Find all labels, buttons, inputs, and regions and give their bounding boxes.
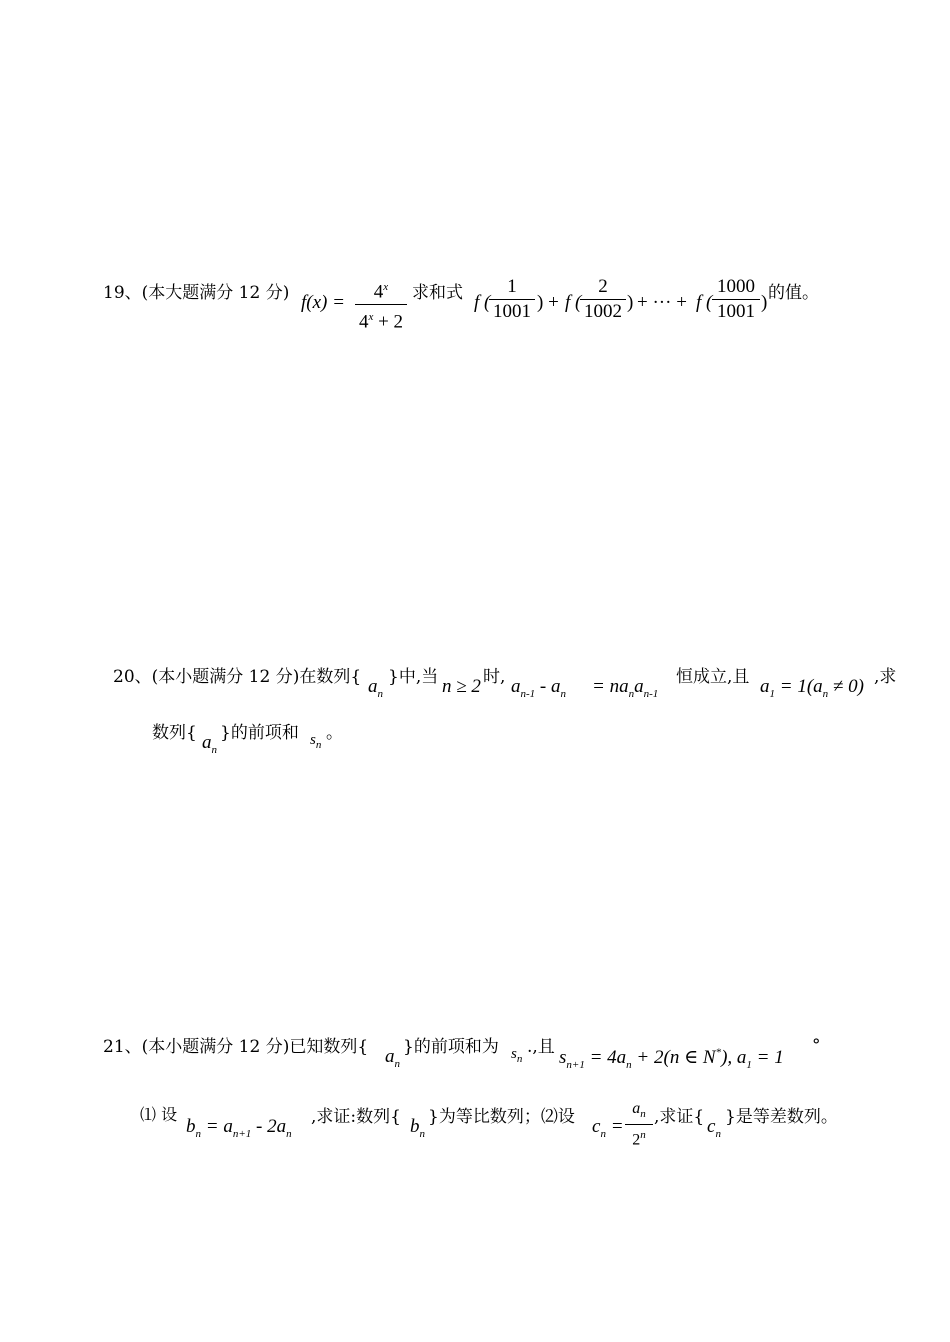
sequence-a: $a_n$ bbox=[368, 676, 383, 700]
def-text: = a bbox=[205, 1116, 233, 1137]
init-cond: ≠ 0) bbox=[832, 676, 864, 697]
question-20-end: 。 bbox=[326, 723, 343, 743]
sum-intro: 求和式 bbox=[412, 283, 463, 303]
denominator-tail: + 2 bbox=[378, 311, 404, 333]
condition: n ≥ 2 bbox=[442, 676, 481, 697]
b-definition: $b_n = a_{n+1} - 2a_n$ bbox=[186, 1116, 292, 1140]
rec-star: * bbox=[715, 1046, 722, 1059]
close-paren-3: ) bbox=[761, 292, 768, 313]
recurrence-21: $s_{n+1} = 4a_n + 2(n$ ∈ N*), $a_1 = 1$ bbox=[559, 1046, 784, 1071]
sum-term-3 bbox=[712, 276, 760, 323]
denominator-base: 4 bbox=[358, 311, 369, 333]
minus-text: - 2a bbox=[256, 1116, 287, 1137]
function-fraction bbox=[355, 276, 407, 334]
f-term-3: f ( bbox=[696, 292, 713, 313]
partial-sum-s: $s_n$ bbox=[310, 732, 322, 751]
question-20-line2-a: 数列{ bbox=[152, 723, 197, 743]
numerator-base: 4 bbox=[373, 281, 384, 303]
question-20-ask: ,求 bbox=[874, 667, 897, 687]
sequence-a-3: $a_n$ bbox=[385, 1046, 400, 1070]
question-20-holds: 恒成立,且 bbox=[676, 667, 750, 687]
sum-term-2 bbox=[580, 276, 626, 323]
term-2-denominator: 1002 bbox=[584, 301, 622, 322]
question-19-label: 19、(本大题满分 12 分) bbox=[103, 283, 290, 303]
function-name: f(x) = bbox=[301, 292, 345, 313]
part-1-claim: ,求证:数列{ bbox=[311, 1107, 401, 1127]
relation-text: = na bbox=[592, 676, 629, 697]
question-20-when: 时, bbox=[483, 667, 506, 687]
initial-condition: $a_1 = 1(a_n \ne 0)$ bbox=[760, 676, 864, 700]
f-term-1: f ( bbox=[474, 292, 491, 313]
ellipsis: + ··· + bbox=[637, 292, 687, 313]
question-21-label: 21、(本小题满分 12 分)已知数列{ bbox=[103, 1037, 369, 1057]
question-20-label: 20、(本小题满分 12 分)在数列{ bbox=[113, 667, 362, 687]
question-19-tail: 的值。 bbox=[768, 283, 819, 303]
part-1-claim-end: }为等比数列；⑵设 bbox=[428, 1107, 575, 1127]
term-2-numerator: 2 bbox=[598, 276, 608, 297]
recurrence-rhs: = $na_na_{n-1}$ bbox=[592, 676, 659, 700]
rec-text: = 4a bbox=[589, 1047, 627, 1068]
ellipsis-close: ) bbox=[627, 292, 634, 313]
part-2-claim-end: }是等差数列。 bbox=[725, 1107, 838, 1127]
c-num: a bbox=[632, 1100, 641, 1117]
c-den-exp: n bbox=[640, 1129, 646, 1142]
sequence-a-2: $a_n$ bbox=[202, 732, 217, 756]
question-20-line2-b: }的前项和 bbox=[220, 723, 299, 743]
part-1-label: ⑴ 设 bbox=[140, 1105, 178, 1124]
init-text: = 1(a bbox=[779, 676, 823, 697]
c-fraction: $a_n$ 2$^n$ bbox=[625, 1100, 653, 1150]
denominator-exponent: x bbox=[368, 311, 374, 324]
question-21-sum-text: }的前项和为 bbox=[403, 1037, 499, 1057]
sum-term-1 bbox=[489, 276, 535, 323]
plus-1: ) + bbox=[537, 292, 559, 313]
sequence-b: $b_n$ bbox=[410, 1116, 425, 1140]
degree-mark: ° bbox=[812, 1036, 821, 1056]
partial-sum-s-2: $s_n$ bbox=[511, 1046, 523, 1065]
sequence-c: $c_n$ bbox=[707, 1116, 721, 1140]
f-term-2: f ( bbox=[565, 292, 582, 313]
part-2-claim: ,求证{ bbox=[654, 1107, 705, 1127]
term-1-denominator: 1001 bbox=[493, 301, 531, 322]
question-20-when-text: }中,当 bbox=[388, 667, 439, 687]
term-3-numerator: 1000 bbox=[717, 276, 755, 297]
c-den: 2 bbox=[632, 1131, 641, 1149]
term-3-denominator: 1001 bbox=[717, 301, 755, 322]
question-21-and: .,且 bbox=[527, 1037, 555, 1057]
recurrence-lhs: $a_{n-1} - a_n$ bbox=[511, 676, 566, 700]
c-definition: $c_n$ = bbox=[592, 1116, 624, 1140]
rec-end: ), a bbox=[721, 1047, 747, 1068]
init-end: = 1 bbox=[756, 1047, 784, 1068]
numerator-exponent: x bbox=[383, 281, 389, 293]
rec-tail: + 2(n ∈ N bbox=[636, 1047, 716, 1068]
term-1-numerator: 1 bbox=[507, 276, 517, 297]
